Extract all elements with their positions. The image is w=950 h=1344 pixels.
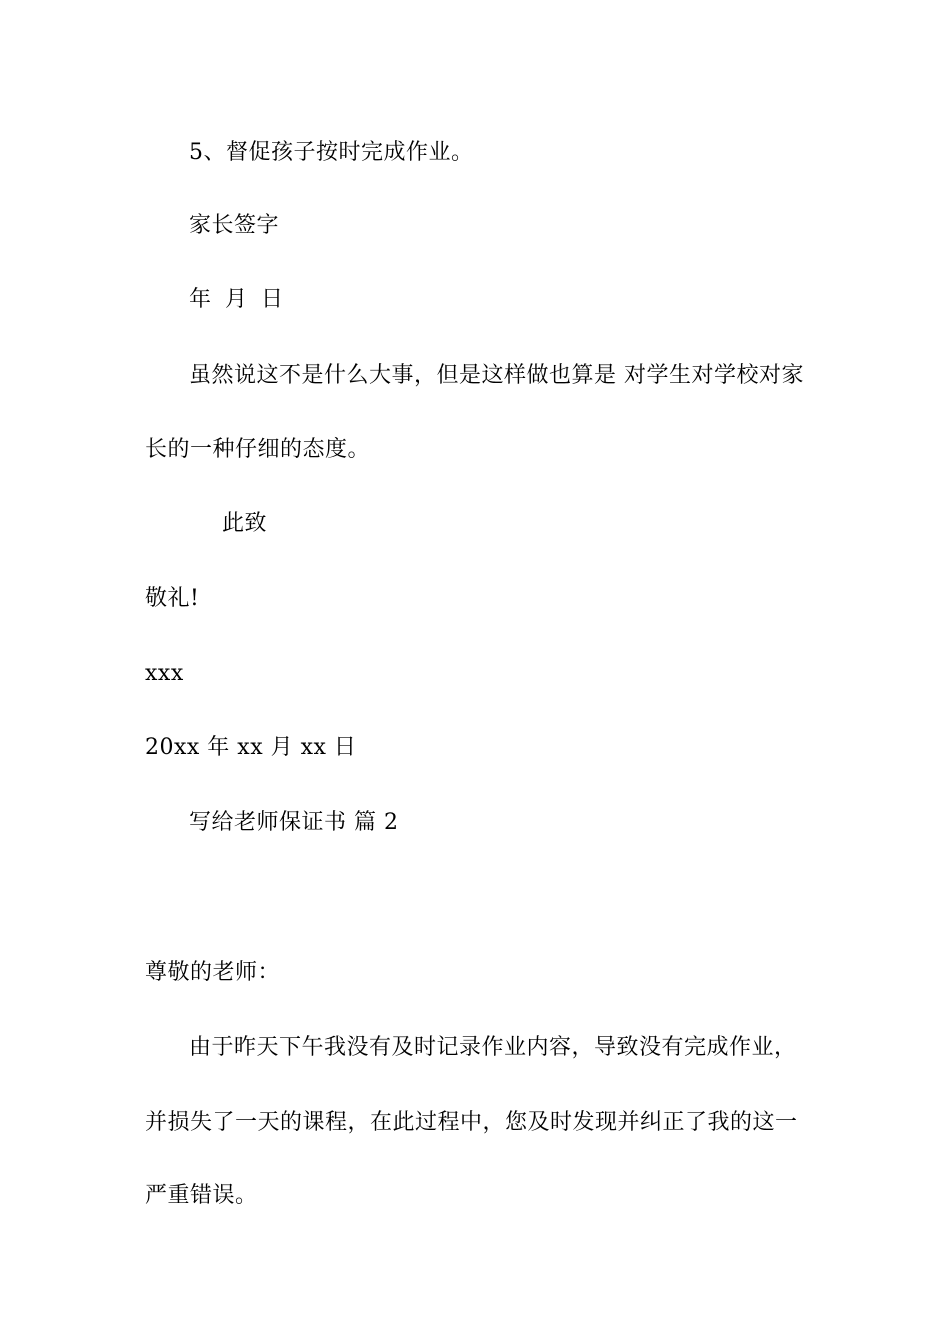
closing-regards: 敬礼! (145, 586, 200, 611)
paragraph-line: 严重错误。 (145, 1183, 258, 1208)
parent-signature-label: 家长签字 (189, 213, 280, 238)
paragraph-line: 并损失了一天的课程，在此过程中，您及时发现并纠正了我的这一 (145, 1110, 798, 1135)
letter-greeting: 尊敬的老师： (145, 960, 281, 985)
list-item-5: 5、督促孩子按时完成作业。 (189, 140, 474, 165)
paragraph-line: 虽然说这不是什么大事，但是这样做也算是 对学生对学校对家 (189, 363, 804, 388)
signature-name: xxx (145, 661, 184, 686)
signature-date: 20xx 年 xx 月 xx 日 (145, 735, 357, 760)
closing-salutation: 此致 (222, 511, 268, 536)
paragraph-line: 长的一种仔细的态度。 (145, 437, 371, 462)
section-title: 写给老师保证书 篇 2 (189, 810, 399, 835)
date-placeholder: 年 月 日 (189, 287, 284, 312)
paragraph-line: 由于昨天下午我没有及时记录作业内容，导致没有完成作业， (189, 1035, 797, 1060)
